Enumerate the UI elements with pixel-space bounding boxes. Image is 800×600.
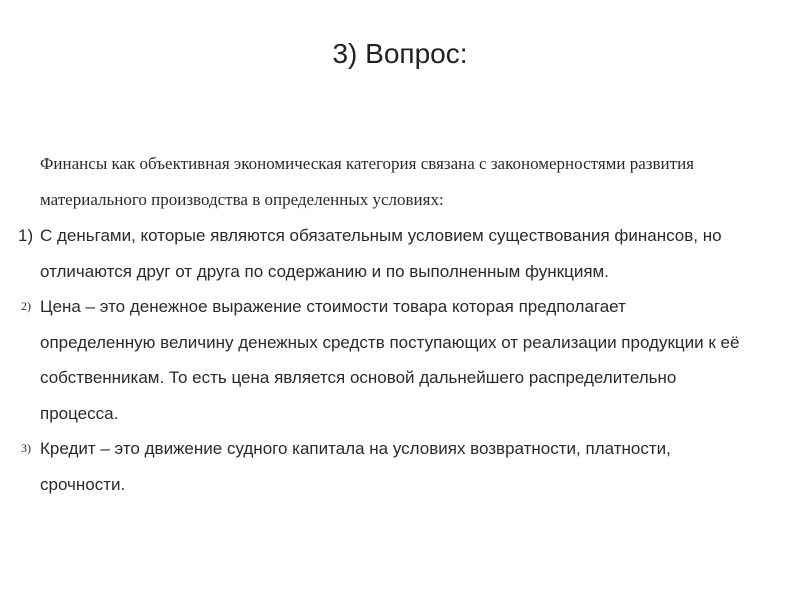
list-marker-1: 1) xyxy=(18,226,34,245)
list-item-1 xyxy=(0,218,740,289)
list-marker-2: 2) xyxy=(21,299,31,313)
list-item-text-3: Кредит – это движение судного капитала на условиях возвратности, платности, срочности. xyxy=(40,439,671,494)
list-item-text-2: Цена – это денежное выражение стоимости товара которая предполагает определенную величину денежных средств поступающих от реализации продукции к её собственникам. То есть цена является основой дальнейшего распределительно процесса. xyxy=(40,297,740,423)
numbered-list xyxy=(0,218,800,502)
list-marker-3: 3) xyxy=(21,441,31,455)
intro-paragraph: Финансы как объективная экономическая категория связана с закономерностями развития материального производства в определенных условиях: xyxy=(40,154,694,209)
list-item-3 xyxy=(0,431,740,502)
slide-title: 3) Вопрос: xyxy=(332,38,468,69)
list-item-text-1: С деньгами, которые являются обязательным условием существования финансов, но отличаются друг от друга по содержанию и по выполненным функциям. xyxy=(40,226,722,281)
list-item-2 xyxy=(0,289,740,431)
